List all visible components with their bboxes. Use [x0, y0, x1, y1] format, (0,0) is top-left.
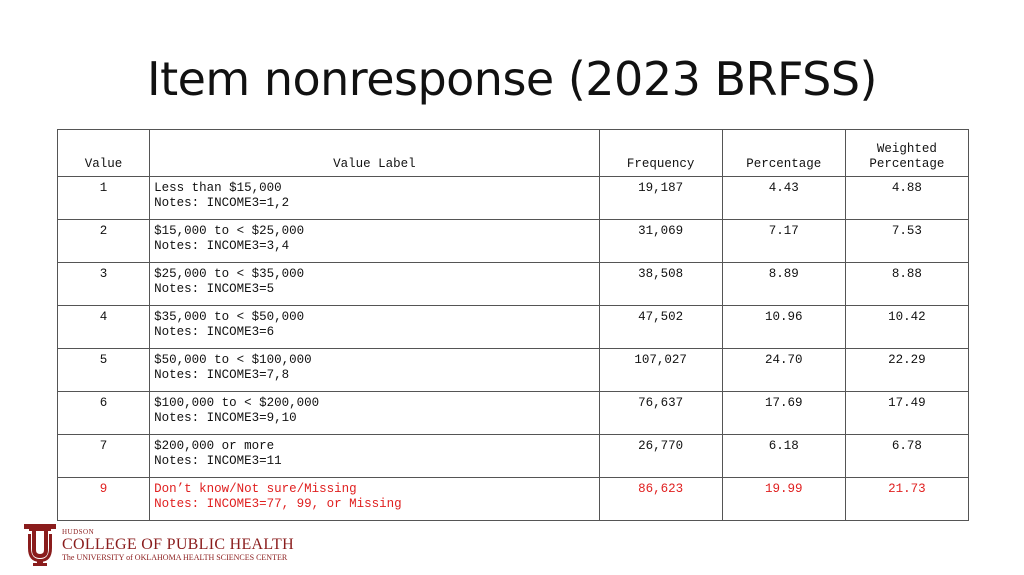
table-row: [58, 220, 969, 263]
cell-value-label: [150, 349, 599, 392]
notes-text: Notes: INCOME3=7,8: [154, 368, 290, 382]
cell-percentage: 4.43: [722, 177, 845, 220]
cell-frequency: 107,027: [599, 349, 722, 392]
logo-line-college: COLLEGE OF PUBLIC HEALTH: [62, 536, 294, 553]
cell-value: 1: [58, 177, 150, 220]
cell-value: 5: [58, 349, 150, 392]
table-row: [58, 263, 969, 306]
cell-frequency: 26,770: [599, 435, 722, 478]
cell-weighted-percentage: 22.29: [845, 349, 968, 392]
cell-value-label: [150, 478, 599, 521]
cell-value: 4: [58, 306, 150, 349]
cell-frequency: 31,069: [599, 220, 722, 263]
cell-percentage: 19.99: [722, 478, 845, 521]
cell-frequency: 38,508: [599, 263, 722, 306]
label-text: $100,000 to < $200,000: [154, 396, 320, 410]
cell-frequency: 76,637: [599, 392, 722, 435]
logo-text: [62, 528, 294, 562]
label-text: $200,000 or more: [154, 439, 275, 453]
table-row: [58, 392, 969, 435]
cell-weighted-percentage: 8.88: [845, 263, 968, 306]
cell-percentage: 10.96: [722, 306, 845, 349]
ou-college-logo: [24, 524, 294, 566]
cell-value-label: [150, 435, 599, 478]
label-text: $35,000 to < $50,000: [154, 310, 305, 324]
slide-title: Item nonresponse (2023 BRFSS): [147, 52, 877, 106]
logo-line-university: The UNIVERSITY of OKLAHOMA HEALTH SCIENCES CENTER: [62, 553, 288, 562]
table-header-row: [58, 130, 969, 177]
header-weighted-percentage: [845, 130, 968, 177]
header-weighted-line1: Weighted: [876, 142, 937, 156]
table-row: [58, 349, 969, 392]
table-row: [58, 306, 969, 349]
cell-value-label: [150, 306, 599, 349]
notes-text: Notes: INCOME3=9,10: [154, 411, 297, 425]
cell-frequency: 19,187: [599, 177, 722, 220]
table-row: [58, 177, 969, 220]
notes-text: Notes: INCOME3=3,4: [154, 239, 290, 253]
header-value: Value: [58, 130, 150, 177]
cell-frequency: 47,502: [599, 306, 722, 349]
cell-value: 2: [58, 220, 150, 263]
cell-weighted-percentage: 17.49: [845, 392, 968, 435]
header-value-label: Value Label: [150, 130, 599, 177]
notes-text: Notes: INCOME3=5: [154, 282, 275, 296]
cell-value-label: [150, 177, 599, 220]
notes-text: Notes: INCOME3=77, 99, or Missing: [154, 497, 402, 511]
cell-value: 9: [58, 478, 150, 521]
cell-value: 3: [58, 263, 150, 306]
notes-text: Notes: INCOME3=6: [154, 325, 275, 339]
cell-value-label: [150, 263, 599, 306]
cell-percentage: 17.69: [722, 392, 845, 435]
table-row: [58, 435, 969, 478]
label-text: $15,000 to < $25,000: [154, 224, 305, 238]
income-table: [57, 129, 969, 521]
cell-weighted-percentage: 7.53: [845, 220, 968, 263]
cell-value-label: [150, 220, 599, 263]
cell-frequency: 86,623: [599, 478, 722, 521]
cell-value: 6: [58, 392, 150, 435]
cell-percentage: 7.17: [722, 220, 845, 263]
label-text: Don’t know/Not sure/Missing: [154, 482, 357, 496]
cell-weighted-percentage: 6.78: [845, 435, 968, 478]
cell-percentage: 6.18: [722, 435, 845, 478]
cell-weighted-percentage: 4.88: [845, 177, 968, 220]
cell-weighted-percentage: 21.73: [845, 478, 968, 521]
notes-text: Notes: INCOME3=11: [154, 454, 282, 468]
cell-percentage: 8.89: [722, 263, 845, 306]
header-weighted-line2: Percentage: [869, 157, 945, 171]
cell-percentage: 24.70: [722, 349, 845, 392]
notes-text: Notes: INCOME3=1,2: [154, 196, 290, 210]
ou-monogram-icon: [24, 524, 56, 566]
table-row-highlighted: [58, 478, 969, 521]
logo-line-hudson: HUDSON: [62, 528, 95, 536]
header-frequency: Frequency: [599, 130, 722, 177]
cell-weighted-percentage: 10.42: [845, 306, 968, 349]
header-percentage: Percentage: [722, 130, 845, 177]
label-text: Less than $15,000: [154, 181, 282, 195]
label-text: $50,000 to < $100,000: [154, 353, 312, 367]
label-text: $25,000 to < $35,000: [154, 267, 305, 281]
cell-value-label: [150, 392, 599, 435]
cell-value: 7: [58, 435, 150, 478]
